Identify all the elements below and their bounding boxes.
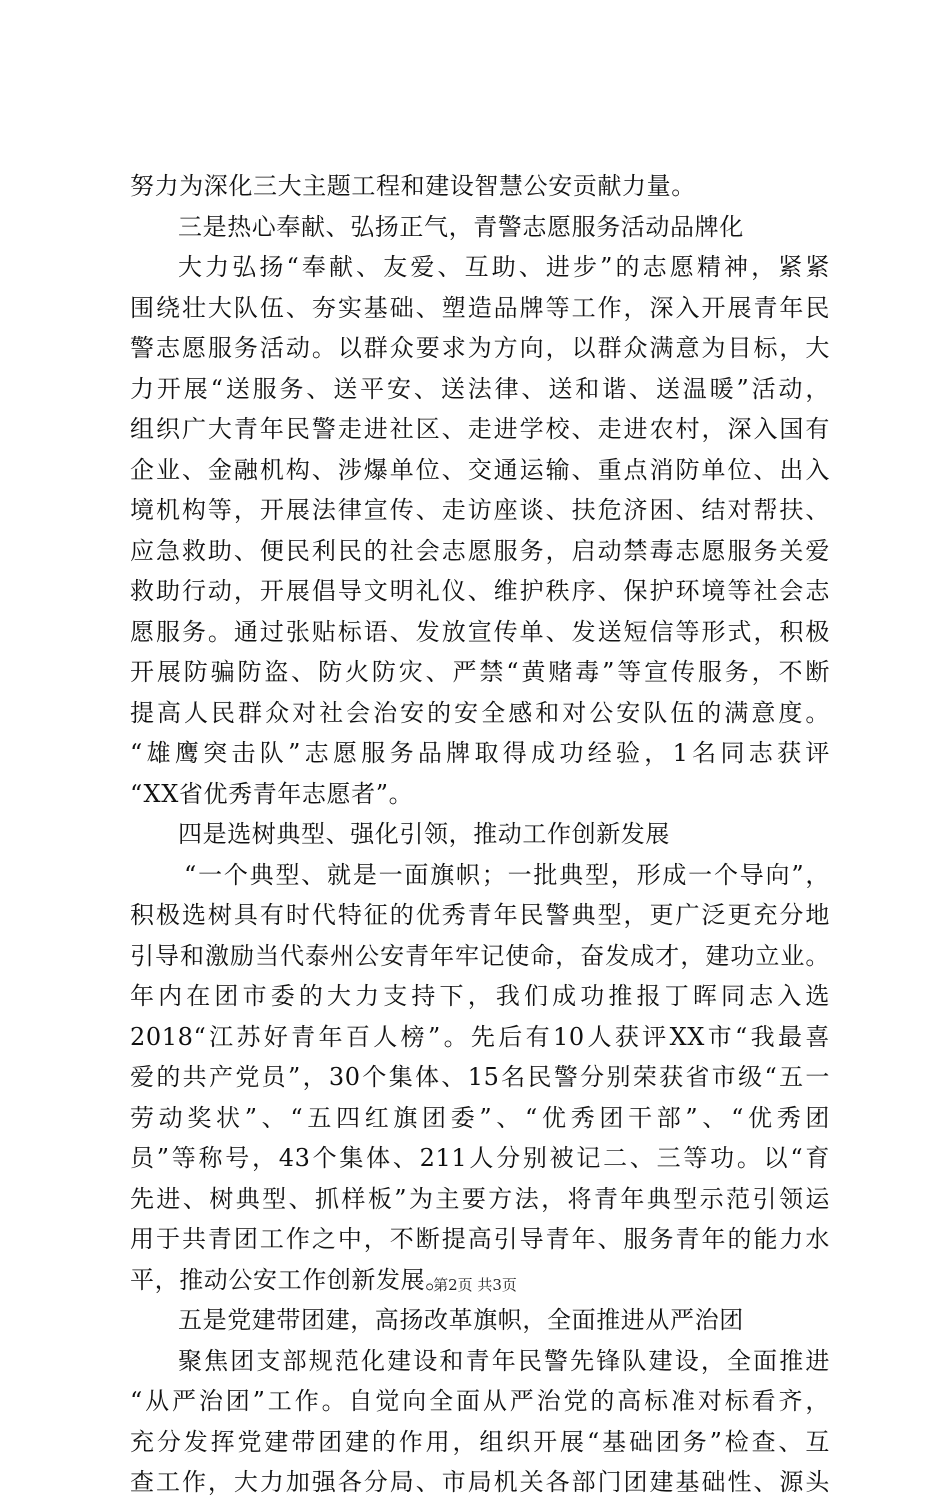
text-line: “XX省优秀青年志愿者”。: [130, 779, 414, 808]
text-line: 提高人民群众对社会治安的安全感和对公安队伍的满意度。: [130, 698, 830, 727]
text-line: 组织广大青年民警走进社区、走进学校、走进农村，深入国有: [130, 415, 830, 443]
text-line: 先进、树典型、抓样板”为主要方法，将青年典型示范引领运: [130, 1184, 830, 1213]
document-body: [130, 166, 830, 1503]
text-line: 开展防骗防盗、防火防灾、严禁“黄赌毒”等宣传服务，不断: [130, 658, 830, 686]
text-line: 围绕壮大队伍、夯实基础、塑造品牌等工作，深入开展青年民: [130, 293, 830, 322]
text-line: 2018“江苏好青年百人榜”。先后有10人获评XX市“我最喜: [130, 1022, 830, 1051]
text-line: 三是热心奉献、弘扬正气，青警志愿服务活动品牌化: [178, 212, 744, 241]
text-line: 年内在团市委的大力支持下，我们成功推报丁晖同志入选: [130, 982, 830, 1010]
text-line: 愿服务。通过张贴标语、发放宣传单、发送短信等形式，积极: [130, 617, 830, 646]
text-line: 努力为深化三大主题工程和建设智慧公安贡献力量。: [130, 172, 696, 200]
text-line: 聚焦团支部规范化建设和青年民警先锋队建设，全面推进: [178, 1346, 830, 1375]
text-line: 境机构等，开展法律宣传、走访座谈、扶危济困、结对帮扶、: [130, 496, 830, 524]
text-line: “从严治团”工作。自觉向全面从严治党的高标准对标看齐，: [130, 1387, 830, 1415]
text-line: 引导和激励当代泰州公安青年牢记使命，奋发成才，建功立业。: [130, 941, 830, 970]
text-line: 力开展“送服务、送平安、送法律、送和谐、送温暖”活动，: [130, 374, 830, 403]
text-line: 大力弘扬“奉献、友爱、互助、进步”的志愿精神，紧紧: [178, 253, 830, 281]
text-line: 警志愿服务活动。以群众要求为方向，以群众满意为目标，大: [130, 334, 830, 362]
text-line: 查工作，大力加强各分局、市局机关各部门团建基础性、源头: [130, 1468, 830, 1496]
text-line: “一个典型、就是一面旗帜；一批典型，形成一个导向”，: [184, 860, 830, 889]
text-line: 用于共青团工作之中，不断提高引导青年、服务青年的能力水: [130, 1225, 830, 1253]
text-line: 积极选树具有时代特征的优秀青年民警典型，更广泛更充分地: [130, 901, 830, 929]
text-line: 劳动奖状”、“五四红旗团委”、“优秀团干部”、“优秀团: [130, 1103, 830, 1132]
text-line: 应急救助、便民利民的社会志愿服务，启动禁毒志愿服务关爱: [130, 536, 830, 565]
text-line: 五是党建带团建，高扬改革旗帜，全面推进从严治团: [178, 1306, 744, 1334]
text-line: 救助行动，开展倡导文明礼仪、维护秩序、保护环境等社会志: [130, 577, 830, 605]
text-line: 企业、金融机构、涉爆单位、交通运输、重点消防单位、出入: [130, 455, 830, 484]
text-line: 爱的共产党员”，30个集体、15名民警分别荣获省市级“五一: [130, 1063, 830, 1091]
text-line: 员”等称号，43个集体、211人分别被记二、三等功。以“育: [130, 1144, 830, 1172]
text-line: 充分发挥党建带团建的作用，组织开展“基础团务”检查、互: [130, 1427, 830, 1456]
text-line: 平，推动公安工作创新发展。: [130, 1265, 450, 1294]
text-line: “雄鹰突击队”志愿服务品牌取得成功经验，1名同志获评: [130, 739, 830, 767]
page-footer: 第2页 共3页: [433, 1276, 517, 1294]
text-line: 四是选树典型、强化引领，推动工作创新发展: [178, 820, 670, 848]
